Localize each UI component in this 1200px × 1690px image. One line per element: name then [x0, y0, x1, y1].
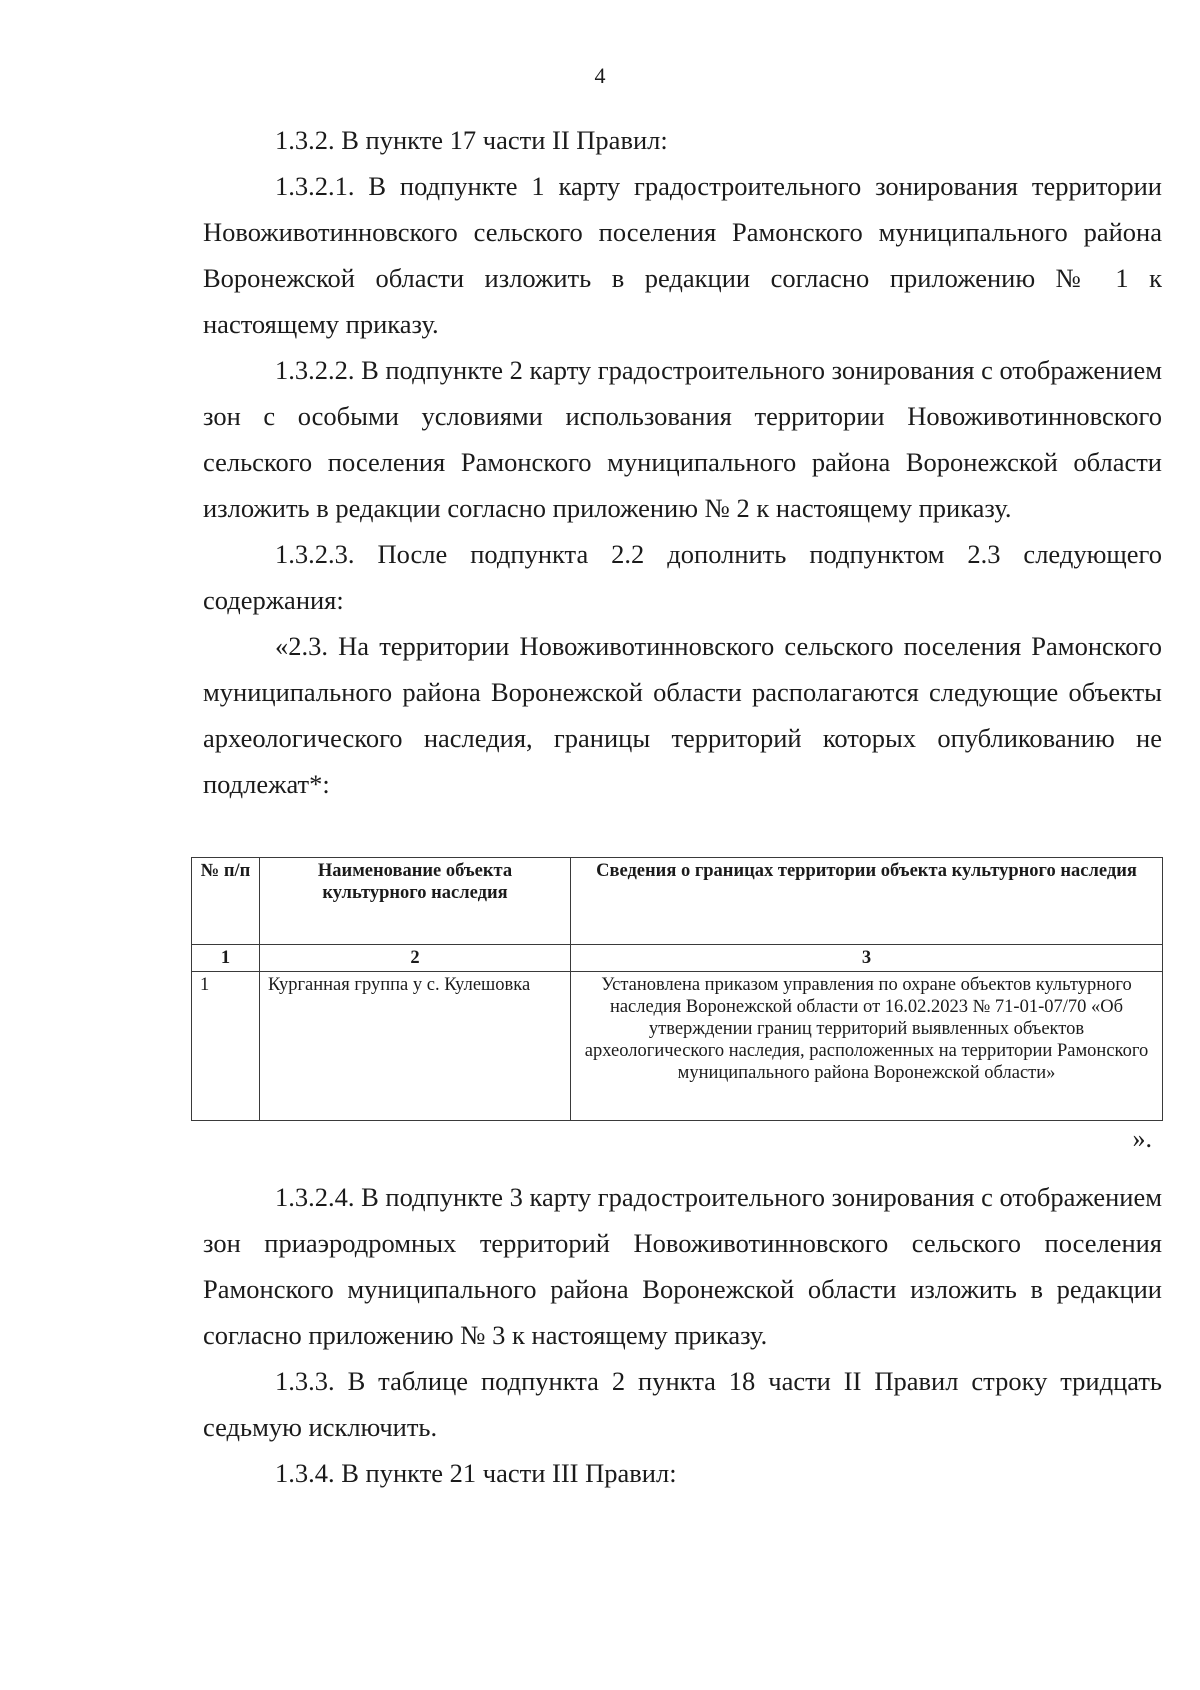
- header-boundary-info: Сведения о границах территории объекта культурного наследия: [571, 858, 1163, 945]
- paragraph-1-3-2-1: 1.3.2.1. В подпункте 1 карту градостроительного зонирования территории Новоживотинновского сельского поселения Рамонского муниципального района Воронежской области изложить в редакции согласно приложению № 1 к настоящему приказу.: [203, 171, 1162, 339]
- text-block-bottom: [203, 1174, 1162, 1496]
- heritage-objects-table: [191, 857, 1163, 1121]
- text-block-top: [203, 117, 1162, 807]
- row-number: 1: [192, 972, 260, 1121]
- closing-quote: ».: [1132, 1124, 1152, 1153]
- boundary-info: Установлена приказом управления по охране объектов культурного наследия Воронежской области от 16.02.2023 № 71-01-07/70 «Об утверждении границ территорий выявленных объектов археологического наследия, расположенных на территории Рамонского муниципального района Воронежской области»: [571, 972, 1163, 1121]
- column-number-3: 3: [571, 945, 1163, 972]
- header-number: № п/п: [192, 858, 260, 945]
- object-name: Курганная группа у с. Кулешовка: [260, 972, 571, 1121]
- paragraph-1-3-3: 1.3.3. В таблице подпункта 2 пункта 18 части II Правил строку тридцать седьмую исключить.: [203, 1366, 1162, 1442]
- paragraph-1-3-2-3: 1.3.2.3. После подпункта 2.2 дополнить подпунктом 2.3 следующего содержания:: [203, 539, 1162, 615]
- paragraph-1-3-2: 1.3.2. В пункте 17 части II Правил:: [275, 125, 668, 155]
- paragraph-1-3-4: 1.3.4. В пункте 21 части III Правил:: [275, 1458, 677, 1488]
- paragraph-1-3-2-2: 1.3.2.2. В подпункте 2 карту градостроительного зонирования с отображением зон с особыми условиями использования территории Новоживотинновского сельского поселения Рамонского муниципального района Воронежской области изложить в редакции согласно приложению № 2 к настоящему приказу.: [203, 355, 1162, 523]
- column-number-1: 1: [192, 945, 260, 972]
- paragraph-1-3-2-4: 1.3.2.4. В подпункте 3 карту градостроительного зонирования с отображением зон приаэродромных территорий Новоживотинновского сельского поселения Рамонского муниципального района Воронежской области изложить в редакции согласно приложению № 3 к настоящему приказу.: [203, 1182, 1162, 1350]
- column-number-2: 2: [260, 945, 571, 972]
- table-header-row: [192, 858, 1163, 945]
- page-number: 4: [594, 63, 606, 88]
- paragraph-2-3-quote: «2.3. На территории Новоживотинновского сельского поселения Рамонского муниципального района Воронежской области располагаются следующие объекты археологического наследия, границы территорий которых опубликованию не подлежат*:: [203, 631, 1162, 799]
- table-column-numbers-row: [192, 945, 1163, 972]
- header-object-name: Наименование объекта культурного наследия: [260, 858, 571, 945]
- table-row: [192, 972, 1163, 1121]
